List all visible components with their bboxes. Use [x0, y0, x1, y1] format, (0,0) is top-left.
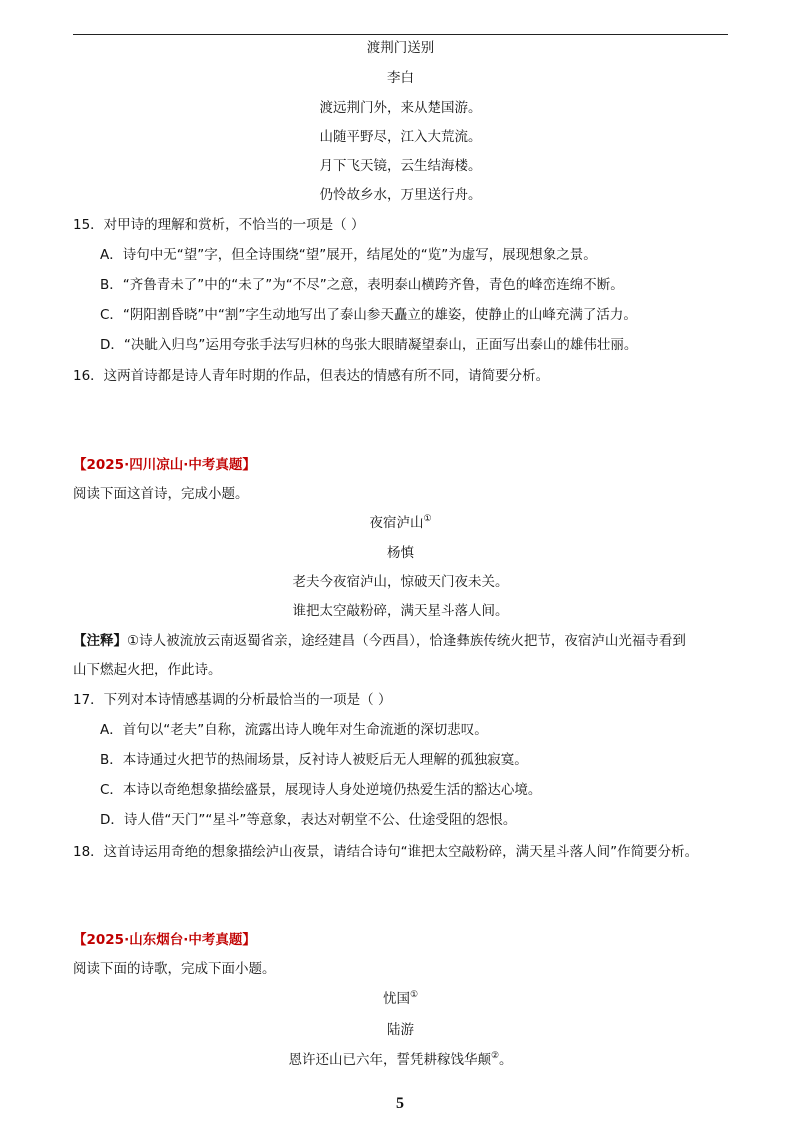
poem-line: 恩许还山已六年，誓凭耕稼饯华颠②。	[288, 1051, 513, 1068]
footnote-marker: ①	[409, 990, 419, 1000]
annotation-label: 【注释】	[73, 633, 127, 649]
annotation-continued: 山下燃起火把，作此诗。	[73, 662, 222, 678]
footnote-marker: ②	[490, 1051, 500, 1061]
question-17: 17．下列对本诗情感基调的分析最恰当的一项是（ ）	[73, 692, 392, 708]
poem-line: 月下飞天镜，云生结海楼。	[319, 158, 482, 174]
q17-option-b: B．本诗通过火把节的热闹场景，反衬诗人被贬后无人理解的孤独寂寞。	[100, 752, 528, 768]
poem-author: 杨慎	[387, 545, 414, 561]
source-tag: 【2025·四川凉山·中考真题】	[73, 457, 256, 473]
poem-line: 仍怜故乡水，万里送行舟。	[319, 187, 482, 203]
question-18: 18．这首诗运用奇绝的想象描绘泸山夜景，请结合诗句“谁把太空敲粉碎，满天星斗落人间”作简要分析。	[73, 844, 699, 860]
poem-author: 陆游	[387, 1022, 414, 1038]
q17-option-c: C．本诗以奇绝想象描绘盛景，展现诗人身处逆境仍热爱生活的豁达心境。	[100, 782, 542, 798]
reading-intro: 阅读下面的诗歌，完成下面小题。	[73, 961, 276, 977]
annotation: 【注释】①诗人被流放云南返蜀省亲，途经建昌（今西昌），恰逢彝族传统火把节，夜宿泸山光福寺看到	[73, 633, 686, 649]
q15-option-c: C．“阴阳割昏晓”中“割”字生动地写出了泰山参天矗立的雄姿，使静止的山峰充满了活力。	[100, 307, 637, 323]
poem-title: 夜宿泸山①	[369, 514, 432, 531]
poem-line: 山随平野尽，江入大荒流。	[319, 129, 482, 145]
header-rule	[73, 34, 728, 35]
page-number: 5	[396, 1095, 404, 1112]
q17-option-a: A．首句以“老夫”自称，流露出诗人晚年对生命流逝的深切悲叹。	[100, 722, 488, 738]
q17-option-d: D．诗人借“天门”“星斗”等意象，表达对朝堂不公、仕途受阻的怨恨。	[100, 812, 517, 828]
q15-option-d: D．“决眦入归鸟”运用夸张手法写归林的鸟张大眼睛凝望泰山，正面写出泰山的雄伟壮丽。	[100, 337, 638, 353]
poem-title: 忧国①	[382, 990, 419, 1007]
footnote-marker: ①	[423, 514, 432, 524]
q15-option-b: B．“齐鲁青未了”中的“未了”为“不尽”之意，表明泰山横跨齐鲁，青色的峰峦连绵不断。	[100, 277, 624, 293]
q15-option-a: A．诗句中无“望”字，但全诗围绕“望”展开，结尾处的“览”为虚写，展现想象之景。	[100, 247, 597, 263]
poem-title: 渡荆门送别	[366, 40, 435, 56]
reading-intro: 阅读下面这首诗，完成小题。	[73, 486, 249, 502]
poem-author: 李白	[387, 70, 414, 86]
poem-line: 老夫今夜宿泸山，惊破天门夜未关。	[292, 574, 509, 590]
question-15: 15．对甲诗的理解和赏析，不恰当的一项是（ ）	[73, 217, 365, 233]
poem-line: 渡远荆门外，来从楚国游。	[319, 100, 482, 116]
source-tag: 【2025·山东烟台·中考真题】	[73, 932, 256, 948]
question-16: 16．这两首诗都是诗人青年时期的作品，但表达的情感有所不同，请简要分析。	[73, 368, 550, 384]
poem-line: 谁把太空敲粉碎，满天星斗落人间。	[292, 603, 509, 619]
